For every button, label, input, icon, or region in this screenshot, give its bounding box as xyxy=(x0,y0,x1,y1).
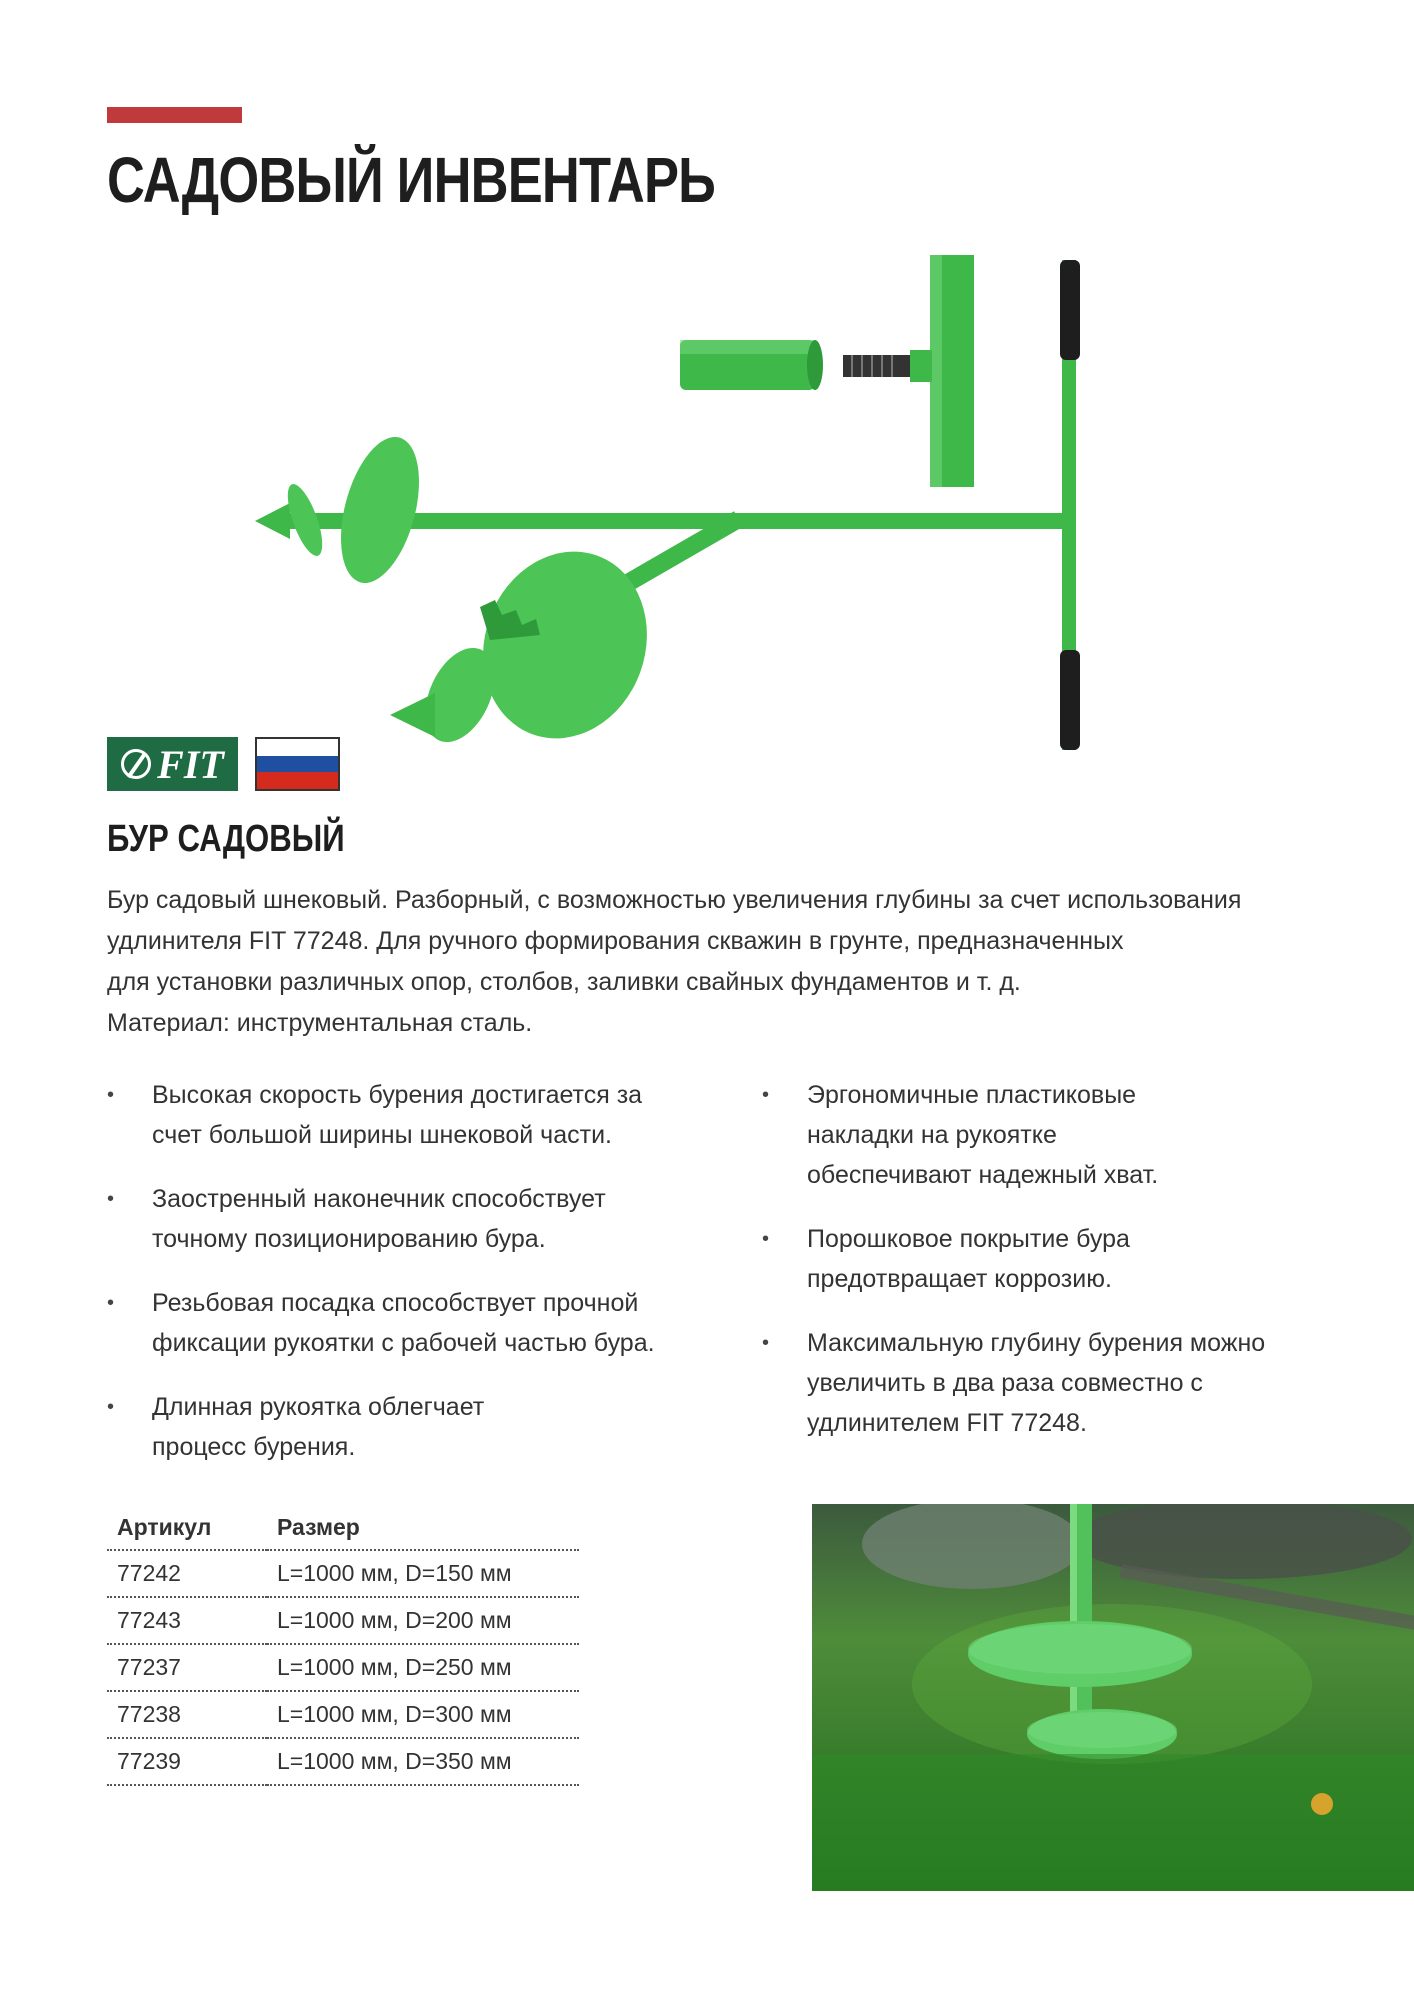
feature-item: • Максимальную глубину бурения можно увеличить в два раза совместно с удлинителем FIT 77248. xyxy=(762,1323,1267,1443)
feature-item: • Заостренный наконечник способствует точному позиционированию бура. xyxy=(107,1179,622,1259)
product-title: БУР САДОВЫЙ xyxy=(107,818,345,860)
column-header-article: Артикул xyxy=(107,1505,267,1550)
product-description xyxy=(107,880,1327,1044)
article-cell: 77239 xyxy=(107,1738,267,1785)
description-line: Материал: инструментальная сталь. xyxy=(107,1009,533,1037)
size-cell: L=1000 мм, D=200 мм xyxy=(267,1597,579,1644)
size-cell: L=1000 мм, D=350 мм xyxy=(267,1738,579,1785)
product-illustration xyxy=(240,245,1120,765)
feature-item: • Эргономичные пластиковые накладки на рукоятке обеспечивают надежный хват. xyxy=(762,1075,1187,1195)
russia-flag-icon xyxy=(255,737,340,791)
product-in-use-photo xyxy=(812,1504,1414,1891)
column-header-size: Размер xyxy=(267,1505,579,1550)
feature-item: • Резьбовая посадка способствует прочной фиксации рукоятки с рабочей частью бура. xyxy=(107,1283,697,1363)
article-cell: 77243 xyxy=(107,1597,267,1644)
description-line: для установки различных опор, столбов, заливки свайных фундаментов и т. д. xyxy=(107,968,1021,996)
page-title: САДОВЫЙ ИНВЕНТАРЬ xyxy=(107,144,716,216)
article-cell: 77242 xyxy=(107,1550,267,1597)
description-line: Бур садовый шнековый. Разборный, с возможностью увеличения глубины за счет использования xyxy=(107,886,1242,914)
table-row xyxy=(107,1738,579,1785)
fit-logo-mark xyxy=(121,749,151,779)
size-cell: L=1000 мм, D=150 мм xyxy=(267,1550,579,1597)
description-line: удлинителя FIT 77248. Для ручного формирования скважин в грунте, предназначенных xyxy=(107,927,1124,955)
features-list-right xyxy=(762,1075,1322,1467)
fit-logo-text: FIT xyxy=(157,741,224,787)
table-row xyxy=(107,1691,579,1738)
spec-table xyxy=(107,1505,579,1786)
size-cell: L=1000 мм, D=300 мм xyxy=(267,1691,579,1738)
table-row xyxy=(107,1597,579,1644)
article-cell: 77237 xyxy=(107,1644,267,1691)
feature-item: • Порошковое покрытие бура предотвращает коррозию. xyxy=(762,1219,1187,1299)
article-cell: 77238 xyxy=(107,1691,267,1738)
features-list-left xyxy=(107,1075,697,1491)
fit-logo xyxy=(107,737,238,791)
table-row xyxy=(107,1644,579,1691)
table-row xyxy=(107,1550,579,1597)
accent-bar xyxy=(107,107,242,123)
feature-item: • Высокая скорость бурения достигается за счет большой ширины шнековой части. xyxy=(107,1075,662,1155)
table-header-row xyxy=(107,1505,579,1550)
feature-item: • Длинная рукоятка облегчает процесс бурения. xyxy=(107,1387,572,1467)
size-cell: L=1000 мм, D=250 мм xyxy=(267,1644,579,1691)
